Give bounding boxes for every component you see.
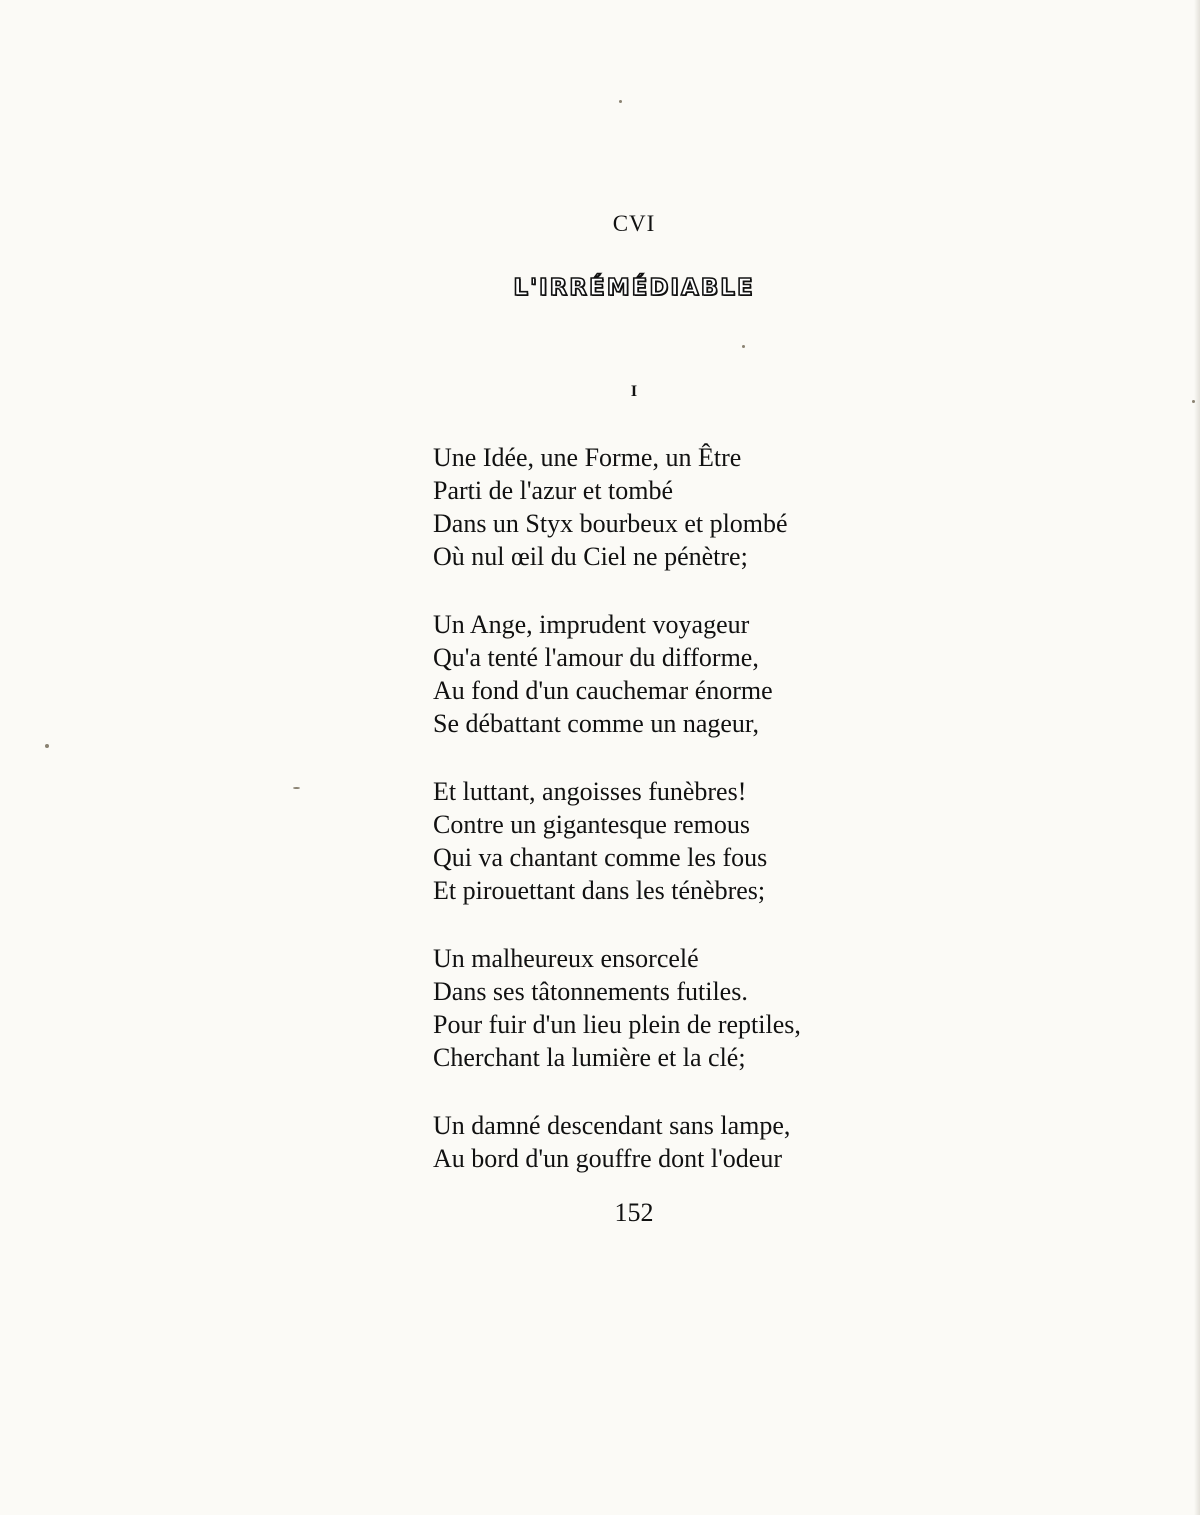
poem-number: CVI [612, 211, 656, 236]
verse-line: Qu'a tenté l'amour du difforme, [433, 643, 759, 672]
verse-line: Cherchant la lumière et la clé; [433, 1043, 746, 1072]
verse-line: Une Idée, une Forme, un Être [433, 443, 742, 472]
paper-speck [619, 100, 622, 103]
verse-line: Un malheureux ensorcelé [433, 944, 699, 973]
verse-line: Pour fuir d'un lieu plein de reptiles, [433, 1010, 801, 1039]
verse-line: Un Ange, imprudent voyageur [433, 610, 750, 639]
verse-line: Se débattant comme un nageur, [433, 709, 760, 738]
stanza [433, 775, 1033, 907]
stanza [433, 608, 1033, 740]
section-numeral: I [630, 383, 638, 400]
page-edge-shadow [1194, 0, 1200, 1515]
stanza [433, 942, 1033, 1074]
poem-body [433, 441, 1033, 1210]
verse-line: Dans ses tâtonnements futiles. [433, 977, 748, 1006]
verse-line: Et pirouettant dans les ténèbres; [433, 876, 766, 905]
verse-line: Un damné descendant sans lampe, [433, 1111, 791, 1140]
verse-line: Au bord d'un gouffre dont l'odeur [433, 1144, 782, 1173]
verse-line: Contre un gigantesque remous [433, 810, 750, 839]
verse-line: Dans un Styx bourbeux et plombé [433, 509, 788, 538]
stanza [433, 441, 1033, 573]
verse-line: Où nul œil du Ciel ne pénètre; [433, 542, 748, 571]
verse-line: Au fond d'un cauchemar énorme [433, 676, 773, 705]
poem-title: L'IRRÉMÉDIABLE [513, 275, 755, 301]
verse-line: Et luttant, angoisses funèbres! [433, 777, 747, 806]
paper-speck [293, 787, 300, 789]
paper-speck [45, 744, 49, 748]
paper-speck [742, 345, 745, 348]
page-number: 152 [614, 1198, 654, 1227]
verse-line: Parti de l'azur et tombé [433, 476, 674, 505]
stanza [433, 1109, 1033, 1175]
verse-line: Qui va chantant comme les fous [433, 843, 768, 872]
